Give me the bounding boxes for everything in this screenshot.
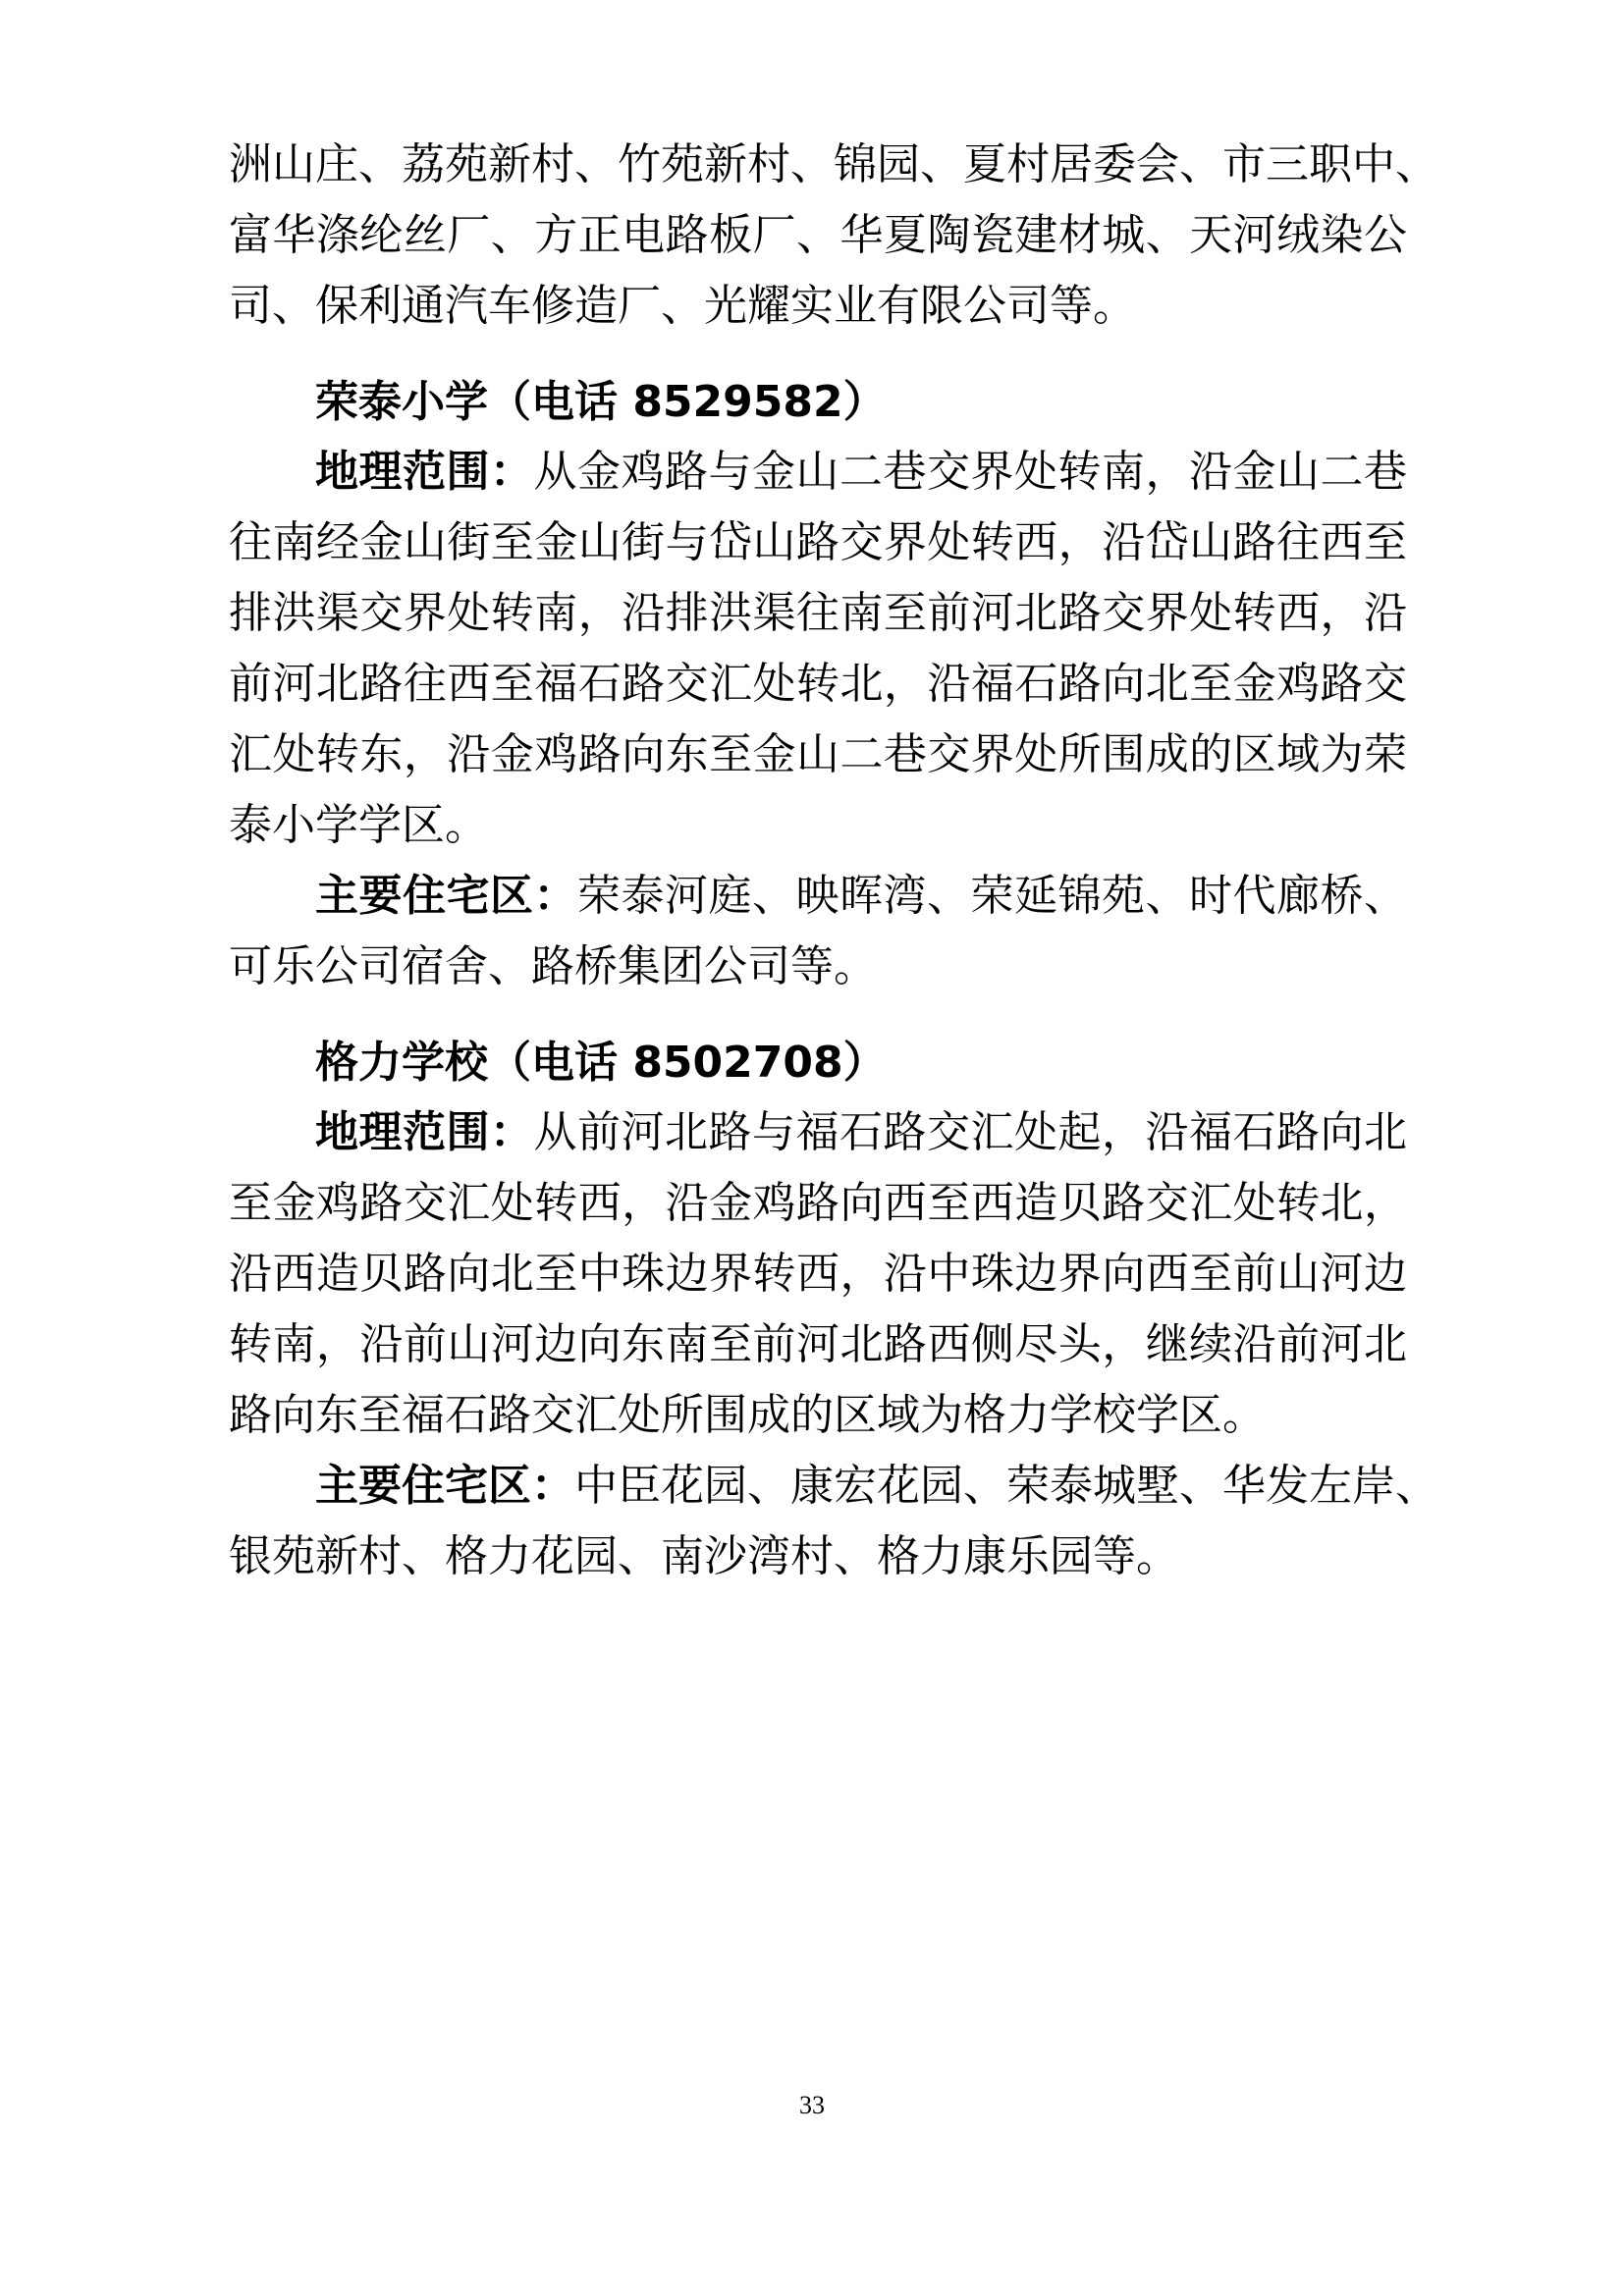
geo-line: 往南经金山街至金山街与岱山路交界处转西，沿岱山路往西至 xyxy=(229,517,1407,567)
geo-label: 地理范围： xyxy=(315,1107,534,1157)
geo-line: 前河北路往西至福石路交汇处转北，沿福石路向北至金鸡路交 xyxy=(229,659,1407,709)
geo-line: 路向东至福石路交汇处所围成的区域为格力学校学区。 xyxy=(229,1390,1266,1440)
geo-line: 至金鸡路交汇处转西，沿金鸡路向西至西造贝路交汇处转北， xyxy=(229,1178,1407,1228)
intro-line: 富华涤纶丝厂、方正电路板厂、华夏陶瓷建材城、天河绒染公 xyxy=(229,210,1407,260)
geo-line: 排洪渠交界处转南，沿排洪渠往南至前河北路交界处转西，沿 xyxy=(229,588,1407,638)
residential-first-line xyxy=(315,1457,1438,1516)
section-heading: 荣泰小学（电话 8529582） xyxy=(315,377,887,427)
intro-line: 洲山庄、荔苑新村、竹苑新村、锦园、夏村居委会、市三职中、 xyxy=(229,139,1438,189)
geo-first-line xyxy=(315,443,1407,502)
geo-line: 汇处转东，沿金鸡路向东至金山二巷交界处所围成的区域为荣 xyxy=(229,729,1407,779)
residential-first-line xyxy=(315,867,1407,926)
residential-text: 荣泰河庭、映晖湾、荣延锦苑、时代廊桥、 xyxy=(577,871,1407,921)
residential-line: 可乐公司宿舍、路桥集团公司等。 xyxy=(229,941,877,991)
residential-line: 银苑新村、格力花园、南沙湾村、格力康乐园等。 xyxy=(229,1531,1179,1581)
residential-text: 中臣花园、康宏花园、荣泰城墅、华发左岸、 xyxy=(574,1461,1438,1511)
geo-first-line xyxy=(315,1103,1407,1162)
geo-line: 泰小学学区。 xyxy=(229,800,488,850)
document-page xyxy=(229,0,1438,2296)
section-heading: 格力学校（电话 8502708） xyxy=(315,1038,887,1088)
intro-line: 司、保利通汽车修造厂、光耀实业有限公司等。 xyxy=(229,281,1136,331)
geo-line: 沿西造贝路向北至中珠边界转西，沿中珠边界向西至前山河边 xyxy=(229,1249,1407,1299)
geo-line: 转南，沿前山河边向东南至前河北路西侧尽头，继续沿前河北 xyxy=(229,1319,1407,1369)
residential-label: 主要住宅区： xyxy=(315,871,577,921)
geo-label: 地理范围： xyxy=(315,447,534,497)
residential-label: 主要住宅区： xyxy=(315,1461,574,1511)
geo-text: 从金鸡路与金山二巷交界处转南，沿金山二巷 xyxy=(533,447,1407,497)
page-number: 33 xyxy=(799,2091,825,2119)
geo-text: 从前河北路与福石路交汇处起，沿福石路向北 xyxy=(533,1107,1407,1157)
